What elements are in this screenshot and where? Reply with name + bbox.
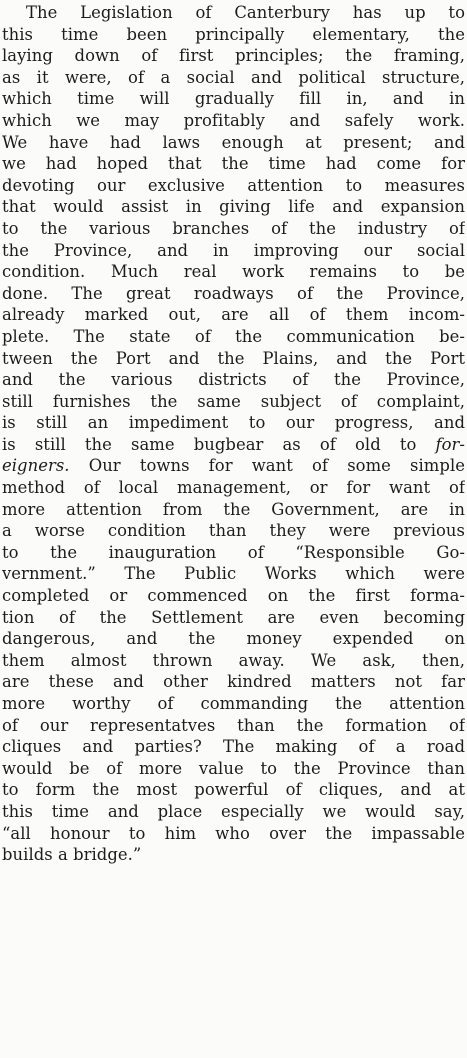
article-line: dangerous, and the money expended on <box>2 629 465 649</box>
article-line: eigners. Our towns for want of some simple <box>2 456 465 476</box>
article-line: to the inauguration of “Responsible Go- <box>2 542 465 562</box>
article-line: of our representatves than the formation of <box>2 715 465 735</box>
article-column <box>2 2 465 866</box>
article-line: a worse condition than they were previous <box>2 521 465 541</box>
article-line: laying down of first principles; the framing, <box>2 46 465 66</box>
article-line: more worthy of commanding the attention <box>2 694 465 713</box>
article-line: builds a bridge.” <box>2 845 142 865</box>
article-line: still furnishes the same subject of complaint, <box>2 391 465 411</box>
article-line: the Province, and in improving our social <box>2 240 465 260</box>
article-line: done. The great roadways of the Province, <box>2 283 465 303</box>
article-line: which we may profitably and safely work. <box>2 110 465 130</box>
article-line: “all honour to him who over the impassable <box>2 823 465 843</box>
article-line: that would assist in giving life and expansion <box>2 197 465 217</box>
article-line: vernment.” The Public Works which were <box>2 564 465 584</box>
article-line: cliques and parties? The making of a road <box>2 737 465 757</box>
article-line: devoting our exclusive attention to measures <box>2 175 465 195</box>
article-line: more attention from the Government, are in <box>2 499 465 519</box>
article-line: as it were, of a social and political structure, <box>2 67 465 87</box>
line-text: is still the same bugbear as of old to <box>2 434 417 454</box>
article-line: completed or commenced on the first forma- <box>2 586 465 606</box>
article-line: and the various districts of the Province, <box>2 370 465 390</box>
article-line: are these and other kindred matters not far <box>2 672 465 692</box>
article-line: this time and place especially we would say, <box>2 801 465 821</box>
article-line: already marked out, are all of them incom- <box>2 305 465 325</box>
article-line: method of local management, or for want of <box>2 478 465 498</box>
article-line: We have had laws enough at present; and <box>2 132 465 152</box>
article-line: condition. Much real work remains to be <box>2 262 465 282</box>
italic-word: eigners. <box>2 456 70 476</box>
article-line: plete. The state of the communication be- <box>2 326 465 346</box>
italic-word: for- <box>435 434 465 454</box>
article-line: would be of more value to the Province than <box>2 758 465 778</box>
article-line: which time will gradually fill in, and in <box>2 89 465 109</box>
article-line: this time been principally elementary, the <box>2 24 465 44</box>
article-line: tween the Port and the Plains, and the Port <box>2 348 465 368</box>
article-line: tion of the Settlement are even becoming <box>2 607 465 627</box>
article-line: to form the most powerful of cliques, and at <box>2 780 465 800</box>
article-line: The Legislation of Canterbury has up to <box>26 3 465 22</box>
article-line: we had hoped that the time had come for <box>2 154 465 174</box>
article-line-with-italic <box>2 434 465 456</box>
article-line: to the various branches of the industry of <box>2 218 465 238</box>
article-line: is still an impediment to our progress, and <box>2 413 465 433</box>
article-line: them almost thrown away. We ask, then, <box>2 650 465 670</box>
